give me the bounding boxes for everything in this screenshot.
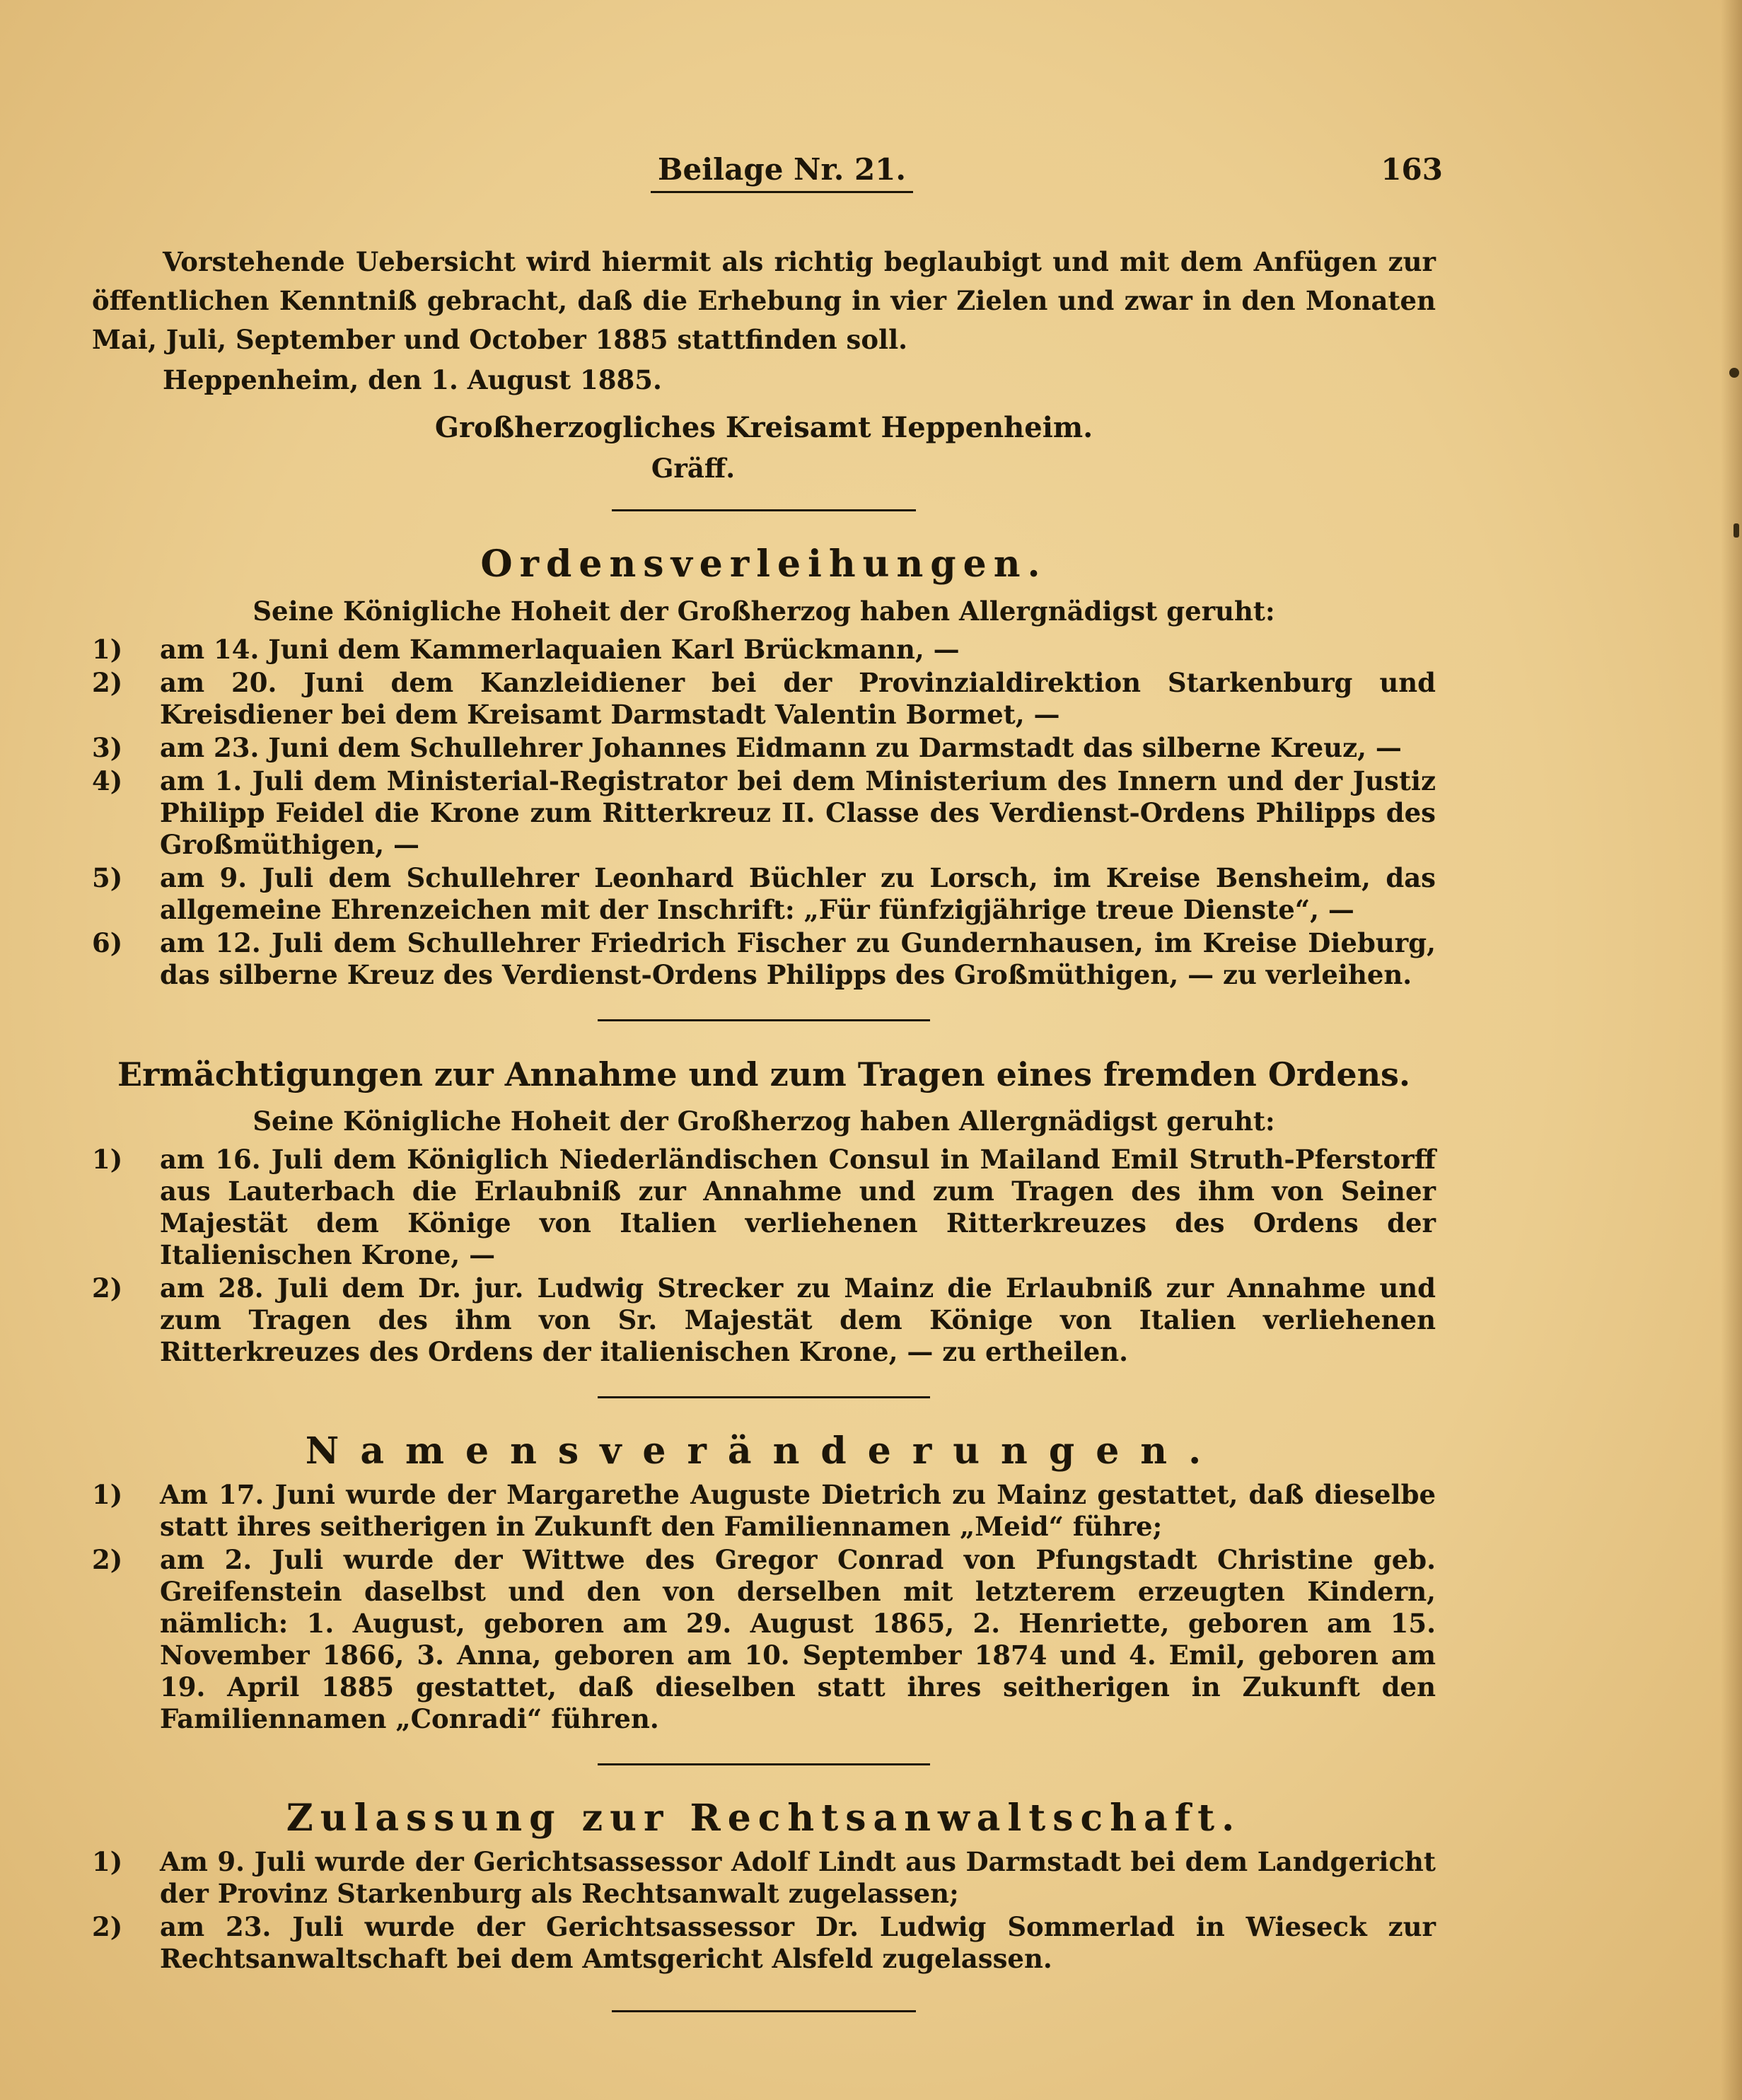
- list-item: [92, 1272, 1436, 1368]
- section-title: Zulassung zur Rechtsanwaltschaft.: [286, 1797, 1242, 1840]
- page-number: 163: [1381, 152, 1443, 187]
- section-divider: [598, 1019, 930, 1021]
- list-item: [92, 927, 1436, 991]
- page-header: [92, 152, 1443, 209]
- section-title: Ermächtigungen zur Annahme und zum Tragen eines fremden Ordens.: [117, 1055, 1410, 1093]
- item-text: am 12. Juli dem Schullehrer Friedrich Fischer zu Gundernhausen, im Kreise Dieburg, das silberne Kreuz des Verdienst-Ordens Philipps des Großmüthigen, — zu verleihen.: [160, 927, 1436, 990]
- section-orders: [92, 540, 1436, 991]
- list-item: [92, 862, 1436, 926]
- dateline: Heppenheim, den 1. August 1885.: [163, 364, 662, 395]
- section-intro: Seine Königliche Hoheit der Großherzog haben Allergnädigst geruht:: [252, 596, 1275, 627]
- list-item: [92, 667, 1436, 731]
- section-intro: Seine Königliche Hoheit der Großherzog haben Allergnädigst geruht:: [252, 1106, 1275, 1137]
- list-item: [92, 1144, 1436, 1271]
- section-divider: [598, 1763, 930, 1765]
- item-text: am 23. Juni dem Schullehrer Johannes Eidmann zu Darmstadt das silberne Kreuz, —: [160, 732, 1402, 763]
- list-item: [92, 1911, 1436, 1975]
- item-text: Am 17. Juni wurde der Margarethe Auguste Dietrich zu Mainz gestattet, daß dieselbe statt ihres seitherigen in Zukunft den Familiennamen „Meid“ führe;: [160, 1479, 1436, 1542]
- supplement-title: Beilage Nr. 21.: [651, 152, 913, 193]
- item-number: 1): [92, 1479, 123, 1510]
- item-text: Am 9. Juli wurde der Gerichtsassessor Adolf Lindt aus Darmstadt bei dem Landgericht der Provinz Starkenburg als Rechtsanwalt zugelassen;: [160, 1846, 1436, 1909]
- item-number: 2): [92, 1544, 123, 1575]
- item-number: 1): [92, 1846, 123, 1877]
- item-number: 5): [92, 862, 123, 893]
- item-number: 4): [92, 765, 123, 796]
- opening-block: [92, 243, 1436, 488]
- item-text: am 14. Juni dem Kammerlaquaien Karl Brückmann, —: [160, 634, 960, 665]
- margin-mark: [1729, 368, 1739, 378]
- item-text: am 1. Juli dem Ministerial-Registrator bei dem Ministerium des Innern und der Justiz Philipp Feidel die Krone zum Ritterkreuz II. Classe des Verdienst-Ordens Philipps des Großmüthigen, —: [160, 765, 1436, 860]
- list-item: [92, 732, 1436, 764]
- list-item: [92, 1479, 1436, 1543]
- list-item: [92, 765, 1436, 861]
- item-number: 2): [92, 667, 123, 698]
- page-edge-shadow: [1721, 0, 1742, 2100]
- item-text: am 23. Juli wurde der Gerichtsassessor Dr. Ludwig Sommerlad in Wieseck zur Rechtsanwaltschaft bei dem Amtsgericht Alsfeld zugelassen.: [160, 1911, 1436, 1974]
- item-number: 1): [92, 1144, 123, 1175]
- item-number: 1): [92, 634, 123, 665]
- signature: Gräff.: [651, 453, 736, 484]
- margin-mark: [1734, 523, 1739, 538]
- item-number: 2): [92, 1911, 123, 1942]
- item-text: am 20. Juni dem Kanzleidiener bei der Provinzialdirektion Starkenburg und Kreisdiener bei dem Kreisamt Darmstadt Valentin Bormet, —: [160, 667, 1436, 730]
- section-title: Ordensverleihungen.: [480, 543, 1047, 586]
- item-text: am 28. Juli dem Dr. jur. Ludwig Strecker zu Mainz die Erlaubniß zur Annahme und zum Tragen des ihm von Sr. Majestät dem Könige von Italien verliehenen Ritterkreuzes des Ordens der italienischen Krone, — zu ertheilen.: [160, 1272, 1436, 1367]
- list-item: [92, 634, 1436, 666]
- item-number: 3): [92, 732, 123, 763]
- authority-name: Großherzogliches Kreisamt Heppenheim.: [434, 411, 1093, 444]
- section-title: Namensveränderungen.: [305, 1429, 1223, 1473]
- list-item: [92, 1846, 1436, 1910]
- section-divider: [598, 1396, 930, 1398]
- item-text: am 2. Juli wurde der Wittwe des Gregor Conrad von Pfungstadt Christine geb. Greifenstein daselbst und den von derselben mit letzterem erzeugten Kindern, nämlich: 1. August, geboren am 29. August 1865, 2. Henriette, geboren am 15. November 1866, 3. Anna, geboren am 10. September 1874 und 4. Emil, geboren am 19. April 1885 gestattet, daß dieselben statt ihres seitherigen in Zukunft den Familiennamen „Conradi“ führen.: [160, 1544, 1436, 1734]
- section-divider: [612, 2010, 916, 2012]
- opening-paragraph: Vorstehende Uebersicht wird hiermit als richtig beglaubigt und mit dem Anfügen zur öffentlichen Kenntniß gebracht, daß die Erhebung in vier Zielen und zwar in den Monaten Mai, Juli, September und October 1885 stattfinden soll.: [92, 246, 1436, 355]
- item-text: am 16. Juli dem Königlich Niederländischen Consul in Mailand Emil Struth-Pferstorff aus Lauterbach die Erlaubniß zur Annahme und zum Tragen des ihm von Seiner Majestät dem Könige von Italien verliehenen Ritterkreuzes des Ordens der Italienischen Krone, —: [160, 1144, 1436, 1270]
- section-divider: [612, 509, 916, 511]
- item-number: 6): [92, 927, 123, 958]
- section-foreign-orders: [92, 1050, 1436, 1368]
- item-text: am 9. Juli dem Schullehrer Leonhard Büchler zu Lorsch, im Kreise Bensheim, das allgemeine Ehrenzeichen mit der Inschrift: „Für fünfzigjährige treue Dienste“, —: [160, 862, 1436, 925]
- item-number: 2): [92, 1272, 123, 1304]
- document-body: [92, 152, 1443, 2041]
- section-bar-admission: [92, 1794, 1436, 1975]
- list-item: [92, 1544, 1436, 1735]
- section-name-changes: [92, 1427, 1436, 1735]
